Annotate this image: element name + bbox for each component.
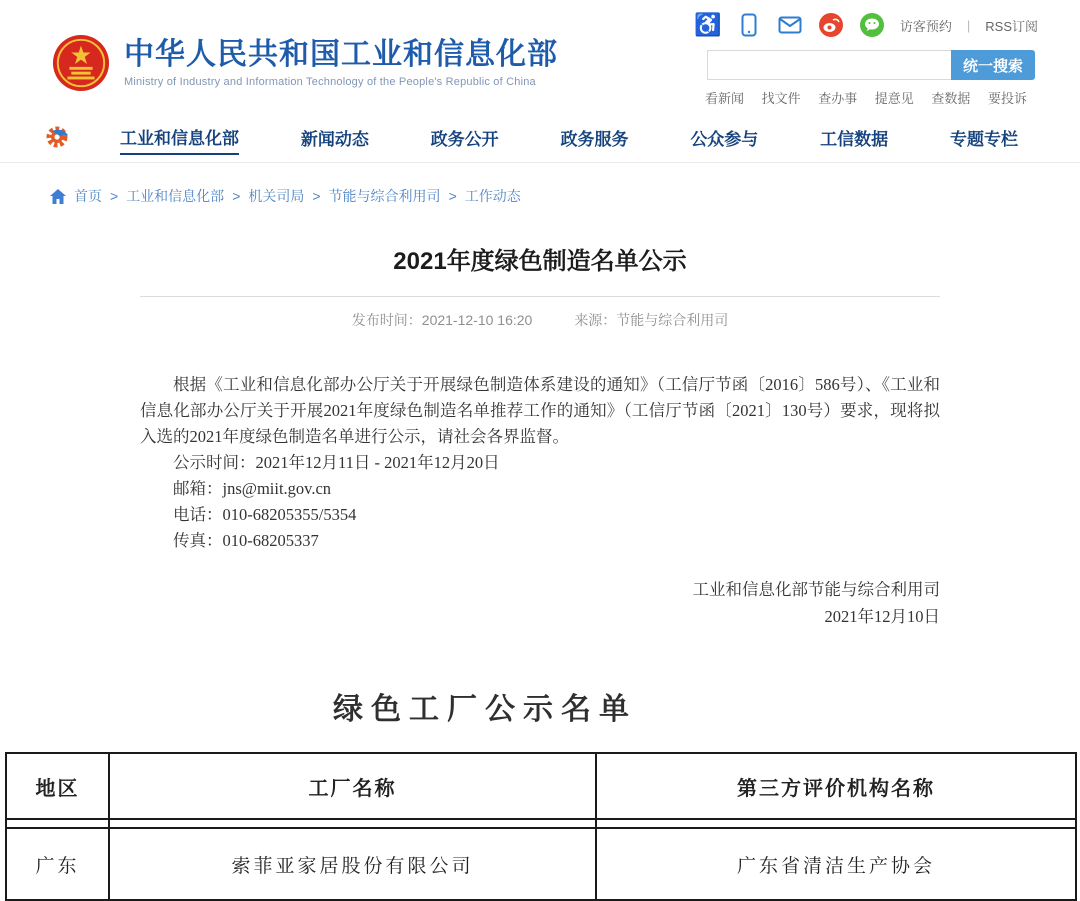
- national-emblem-logo: [52, 34, 110, 92]
- table-header-evaluator-name: 第三方评价机构名称: [597, 754, 1075, 820]
- table-divider: [597, 820, 1075, 829]
- site-title: 中华人民共和国工业和信息化部: [124, 38, 558, 71]
- article-body: [140, 372, 940, 554]
- green-factory-table: [5, 752, 1077, 901]
- signature-block: [140, 576, 940, 630]
- utility-divider: |: [966, 17, 971, 33]
- phone-line: 电话：010-68205355/5354: [173, 505, 357, 524]
- nav-items: [120, 112, 1018, 162]
- quick-link-services[interactable]: 查办事: [818, 91, 858, 106]
- breadcrumb-separator: >: [312, 188, 321, 204]
- article-title: 2021年度绿色制造名单公示: [393, 248, 687, 275]
- publish-time: 发布时间：2021-12-10 16:20: [351, 312, 533, 328]
- utility-bar: [695, 12, 1038, 38]
- signature-date: 2021年12月10日: [824, 607, 940, 626]
- breadcrumb-separator: >: [110, 188, 119, 204]
- home-icon[interactable]: [50, 189, 66, 204]
- accessibility-icon[interactable]: ♿: [694, 12, 722, 37]
- breadcrumb-work-updates[interactable]: 工作动态: [464, 188, 521, 204]
- breadcrumb-home[interactable]: 首页: [74, 188, 102, 204]
- miit-gear-icon[interactable]: [44, 123, 72, 151]
- nav-item-gov-services[interactable]: 政务服务: [560, 129, 629, 149]
- wechat-icon[interactable]: [859, 12, 885, 38]
- nav-item-gov-disclosure[interactable]: 政务公开: [430, 129, 499, 149]
- site-brand[interactable]: [52, 34, 558, 92]
- nav-item-miit[interactable]: 工业和信息化部: [120, 120, 239, 155]
- quick-link-suggestions[interactable]: 提意见: [874, 91, 914, 106]
- table-header-region: 地区: [7, 754, 110, 820]
- quick-link-data[interactable]: 查数据: [931, 91, 971, 106]
- main-nav: [0, 112, 1080, 163]
- table-divider: [7, 820, 110, 829]
- weibo-icon[interactable]: [818, 12, 844, 38]
- table-cell-region: 广东: [7, 829, 110, 899]
- nav-item-data[interactable]: 工信数据: [820, 129, 889, 149]
- search-box: [707, 50, 1035, 80]
- breadcrumb-separator: >: [232, 188, 241, 204]
- quick-link-complaints[interactable]: 要投诉: [987, 91, 1027, 106]
- green-factory-list-heading: 绿色工厂公示名单: [333, 693, 637, 726]
- brand-text: [124, 38, 558, 88]
- rss-subscribe-link[interactable]: RSS订阅: [985, 18, 1038, 34]
- quick-link-files[interactable]: 找文件: [761, 91, 801, 106]
- mobile-icon[interactable]: [736, 12, 762, 38]
- site-subtitle-en: Ministry of Industry and Information Technology of the People's Republic of China: [124, 76, 536, 88]
- article-paragraph: 根据《工业和信息化部办公厅关于开展绿色制造体系建设的通知》（工信厅节函〔2016〕586号）、《工业和信息化部办公厅关于开展2021年度绿色制造名单推荐工作的通知》（工信厅节函〔2021〕130号）要求，现将拟入选的2021年度绿色制造名单进行公示，请社会各界监督。: [140, 375, 940, 446]
- title-divider: [140, 296, 940, 297]
- source: 来源：节能与综合利用司: [574, 312, 729, 328]
- nav-item-special-topics[interactable]: 专题专栏: [949, 129, 1018, 149]
- search-quick-links: [705, 88, 1027, 107]
- fax-line: 传真：010-68205337: [173, 531, 319, 550]
- email-line: 邮箱：jns@miit.gov.cn: [173, 479, 332, 498]
- table-header-factory-name: 工厂名称: [110, 754, 597, 820]
- signature-department: 工业和信息化部节能与综合利用司: [692, 580, 940, 599]
- article-meta: [140, 310, 940, 330]
- visitor-appointment-link[interactable]: 访客预约: [899, 18, 952, 34]
- breadcrumb-separator: >: [448, 188, 457, 204]
- article: [140, 246, 940, 630]
- breadcrumb-miit[interactable]: 工业和信息化部: [126, 188, 225, 204]
- table-cell-evaluator-name: 广东省清洁生产协会: [736, 855, 935, 877]
- nav-item-public-participation[interactable]: 公众参与: [690, 129, 759, 149]
- search-input[interactable]: [707, 50, 951, 80]
- quick-link-news[interactable]: 看新闻: [705, 91, 745, 106]
- breadcrumb-energy-dept[interactable]: 节能与综合利用司: [328, 188, 441, 204]
- unified-search-button[interactable]: 统一搜索: [951, 50, 1035, 80]
- nav-item-news[interactable]: 新闻动态: [300, 129, 369, 149]
- publicity-period-line: 公示时间：2021年12月11日 - 2021年12月20日: [173, 453, 500, 472]
- breadcrumb-departments[interactable]: 机关司局: [248, 188, 305, 204]
- breadcrumb: [50, 186, 521, 206]
- table-cell-factory-name: 索菲亚家居股份有限公司: [110, 829, 597, 899]
- table-divider: [110, 820, 597, 829]
- mail-icon[interactable]: [777, 12, 803, 38]
